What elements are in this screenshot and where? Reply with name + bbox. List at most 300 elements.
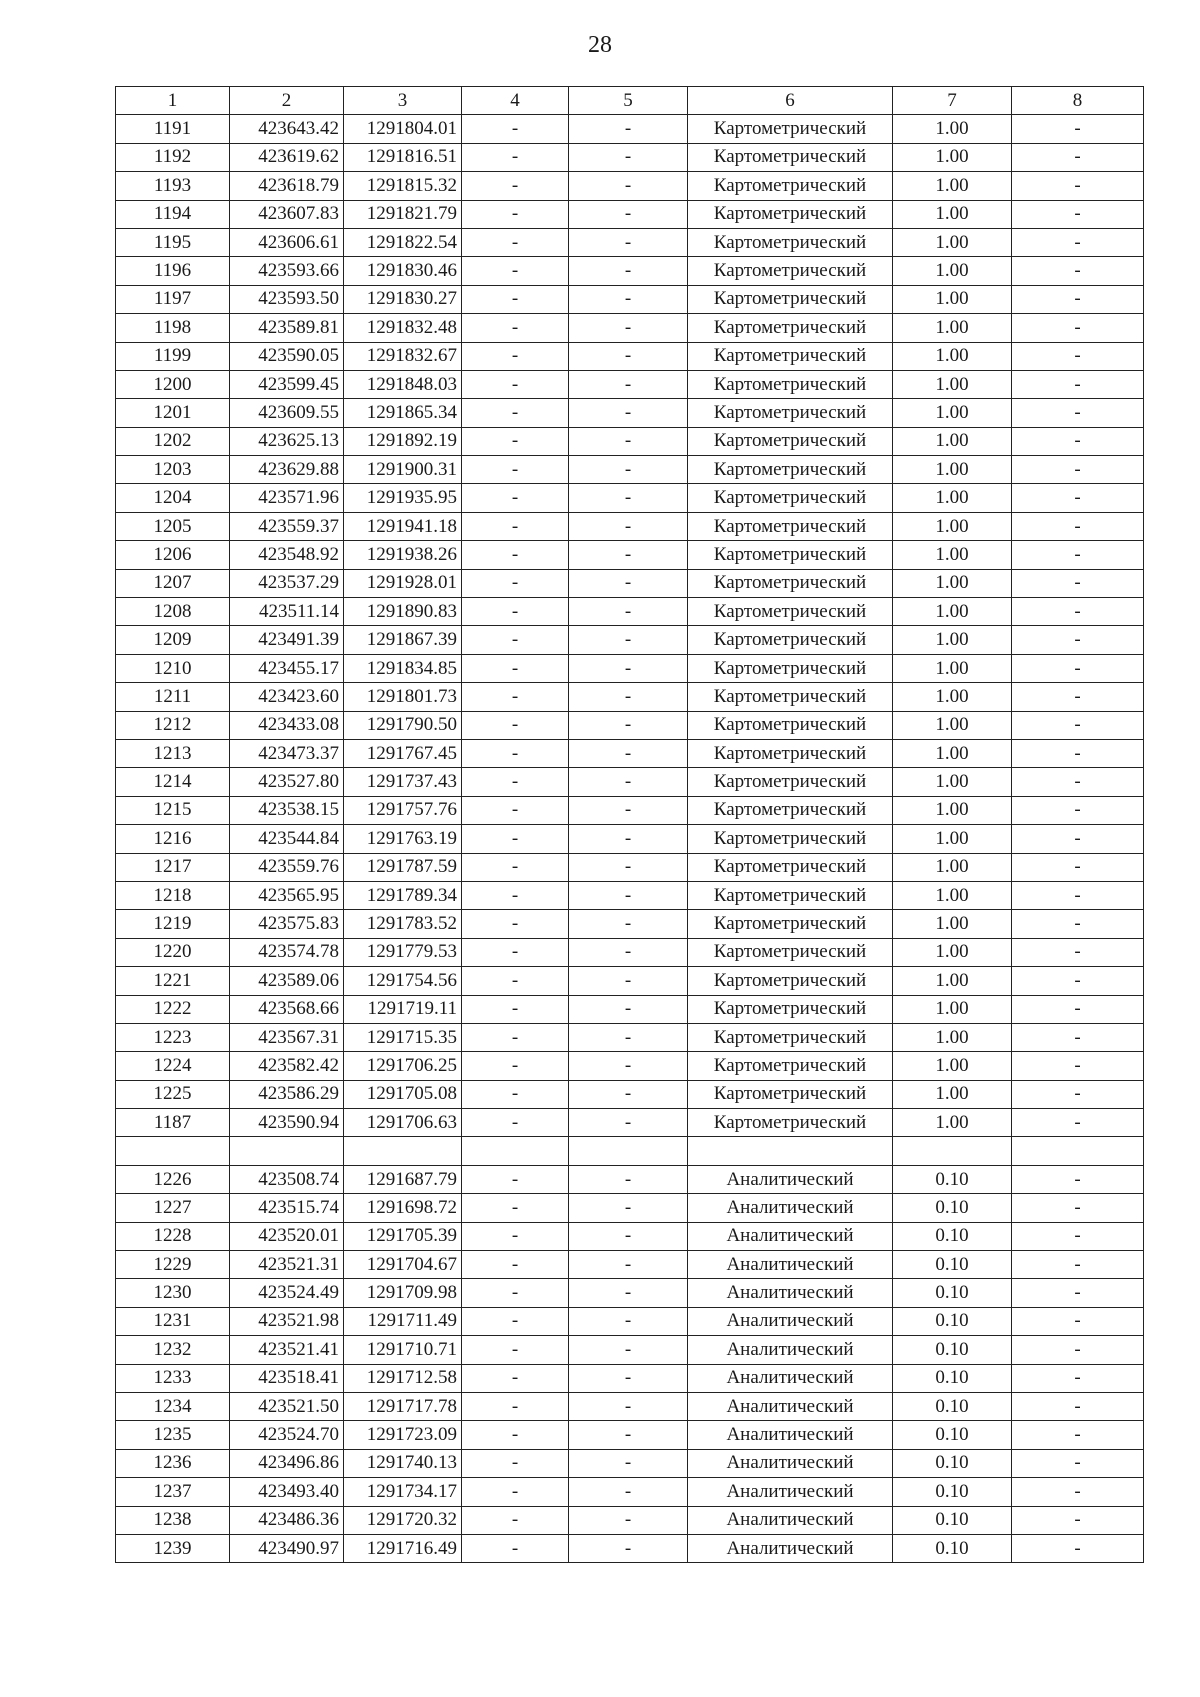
table-cell	[893, 1137, 1012, 1165]
table-row	[116, 796, 1144, 824]
table-cell: 423515.74	[230, 1194, 344, 1222]
table-cell: -	[1012, 1421, 1144, 1449]
table-cell: -	[569, 683, 688, 711]
table-cell: 1.00	[893, 853, 1012, 881]
table-row	[116, 739, 1144, 767]
table-cell: 1291804.01	[344, 115, 462, 143]
table-cell: 1222	[116, 995, 230, 1023]
table-cell: 423589.81	[230, 314, 344, 342]
table-cell: 1291705.08	[344, 1080, 462, 1108]
table-cell: 423524.49	[230, 1279, 344, 1307]
table-cell: 1291832.67	[344, 342, 462, 370]
table-cell: Аналитический	[688, 1392, 893, 1420]
table-row	[116, 342, 1144, 370]
table-cell: 1291938.26	[344, 541, 462, 569]
table-cell: 1291783.52	[344, 910, 462, 938]
table-cell: -	[1012, 399, 1144, 427]
table-cell: Аналитический	[688, 1364, 893, 1392]
table-cell: Картометрический	[688, 796, 893, 824]
table-cell: 1234	[116, 1392, 230, 1420]
table-cell: 423593.66	[230, 257, 344, 285]
table-cell: -	[462, 1421, 569, 1449]
table-cell: -	[569, 1506, 688, 1534]
table-cell: 1291830.27	[344, 285, 462, 313]
table-cell: -	[1012, 512, 1144, 540]
table-cell: -	[569, 484, 688, 512]
table-cell: 1199	[116, 342, 230, 370]
table-row	[116, 569, 1144, 597]
table-row	[116, 541, 1144, 569]
table-cell: -	[569, 711, 688, 739]
table-cell: -	[569, 1478, 688, 1506]
table-cell: 1291712.58	[344, 1364, 462, 1392]
table-cell: -	[1012, 200, 1144, 228]
table-cell: 1231	[116, 1307, 230, 1335]
table-row	[116, 228, 1144, 256]
table-cell: -	[569, 342, 688, 370]
table-cell: 423586.29	[230, 1080, 344, 1108]
table-cell: 1291716.49	[344, 1534, 462, 1562]
table-cell: 1.00	[893, 285, 1012, 313]
table-cell: -	[1012, 1194, 1144, 1222]
table-cell: Картометрический	[688, 654, 893, 682]
table-cell: -	[569, 825, 688, 853]
table-cell: -	[462, 796, 569, 824]
table-cell: 1203	[116, 456, 230, 484]
table-row	[116, 995, 1144, 1023]
table-cell: -	[569, 200, 688, 228]
table-cell: -	[569, 626, 688, 654]
table-cell: 0.10	[893, 1194, 1012, 1222]
table-cell: 1228	[116, 1222, 230, 1250]
table-cell: 423607.83	[230, 200, 344, 228]
table-cell: 1291848.03	[344, 370, 462, 398]
table-cell: 423559.76	[230, 853, 344, 881]
table-cell: 1211	[116, 683, 230, 711]
table-cell: -	[462, 967, 569, 995]
table-cell: -	[462, 739, 569, 767]
table-cell: -	[462, 484, 569, 512]
table-cell: -	[1012, 115, 1144, 143]
table-cell: Картометрический	[688, 314, 893, 342]
table-cell: -	[1012, 1449, 1144, 1477]
table-cell: -	[1012, 456, 1144, 484]
table-row	[116, 1279, 1144, 1307]
table-cell: -	[569, 739, 688, 767]
table-cell	[230, 1137, 344, 1165]
table-cell: 423559.37	[230, 512, 344, 540]
table-row	[116, 711, 1144, 739]
table-cell: -	[569, 399, 688, 427]
table-cell: -	[1012, 257, 1144, 285]
table-cell: 1291830.46	[344, 257, 462, 285]
table-cell: 1291740.13	[344, 1449, 462, 1477]
table-cell: 423486.36	[230, 1506, 344, 1534]
table-row	[116, 257, 1144, 285]
table-cell: 1.00	[893, 172, 1012, 200]
table-cell: -	[569, 1023, 688, 1051]
table-cell: -	[569, 1109, 688, 1137]
table-cell: 1291928.01	[344, 569, 462, 597]
table-cell: -	[569, 427, 688, 455]
table-cell: 1198	[116, 314, 230, 342]
table-cell: 1237	[116, 1478, 230, 1506]
table-row	[116, 456, 1144, 484]
table-cell: -	[569, 228, 688, 256]
table-cell: 1291763.19	[344, 825, 462, 853]
table-cell: -	[569, 796, 688, 824]
table-cell: 1192	[116, 143, 230, 171]
table-cell: Картометрический	[688, 853, 893, 881]
table-cell: 1291767.45	[344, 739, 462, 767]
table-row	[116, 1307, 1144, 1335]
table-cell: -	[462, 881, 569, 909]
table-cell: -	[1012, 853, 1144, 881]
table-row	[116, 1392, 1144, 1420]
table-cell: 423548.92	[230, 541, 344, 569]
table-cell: -	[462, 1109, 569, 1137]
table-cell: 0.10	[893, 1478, 1012, 1506]
table-cell: -	[462, 910, 569, 938]
table-cell: -	[462, 427, 569, 455]
table-cell: -	[1012, 143, 1144, 171]
table-cell: -	[1012, 768, 1144, 796]
page-number: 28	[588, 32, 612, 58]
table-cell: -	[462, 1279, 569, 1307]
table-cell: 1208	[116, 598, 230, 626]
table-cell	[462, 1137, 569, 1165]
table-cell: -	[1012, 314, 1144, 342]
table-cell: 1291757.76	[344, 796, 462, 824]
table-cell: -	[569, 995, 688, 1023]
table-cell: 1223	[116, 1023, 230, 1051]
column-header: 6	[688, 87, 893, 115]
table-cell: -	[462, 115, 569, 143]
table-cell: 1291867.39	[344, 626, 462, 654]
table-cell: Картометрический	[688, 257, 893, 285]
table-cell: 423568.66	[230, 995, 344, 1023]
table-cell: -	[462, 825, 569, 853]
table-cell: 423521.41	[230, 1336, 344, 1364]
table-cell: -	[462, 853, 569, 881]
table-cell: -	[462, 1052, 569, 1080]
table-cell: 1238	[116, 1506, 230, 1534]
table-cell: -	[1012, 995, 1144, 1023]
table-cell	[569, 1137, 688, 1165]
table-cell: -	[462, 342, 569, 370]
table-cell: 423496.86	[230, 1449, 344, 1477]
column-header: 7	[893, 87, 1012, 115]
table-cell: 1.00	[893, 683, 1012, 711]
table-cell: 1291816.51	[344, 143, 462, 171]
table-row	[116, 1080, 1144, 1108]
table-cell: -	[569, 1421, 688, 1449]
table-cell: 0.10	[893, 1449, 1012, 1477]
table-cell: Картометрический	[688, 1052, 893, 1080]
table-cell: 1197	[116, 285, 230, 313]
table-cell: 1291890.83	[344, 598, 462, 626]
table-cell: 1207	[116, 569, 230, 597]
table-cell: 1291790.50	[344, 711, 462, 739]
table-cell: 423609.55	[230, 399, 344, 427]
table-cell: Картометрический	[688, 626, 893, 654]
table-cell: -	[569, 172, 688, 200]
table-cell: -	[1012, 739, 1144, 767]
table-cell: Картометрический	[688, 825, 893, 853]
table-row	[116, 967, 1144, 995]
table-cell: -	[569, 1251, 688, 1279]
table-cell: 0.10	[893, 1307, 1012, 1335]
table-cell: 1.00	[893, 456, 1012, 484]
table-cell: -	[462, 1222, 569, 1250]
table-cell: Аналитический	[688, 1194, 893, 1222]
table-cell: 423538.15	[230, 796, 344, 824]
table-cell: 1215	[116, 796, 230, 824]
table-cell: -	[462, 456, 569, 484]
table-cell: 0.10	[893, 1222, 1012, 1250]
column-header: 3	[344, 87, 462, 115]
table-row	[116, 285, 1144, 313]
table-cell: -	[1012, 1222, 1144, 1250]
table-cell: -	[462, 598, 569, 626]
table-cell: -	[462, 1449, 569, 1477]
table-cell: Картометрический	[688, 285, 893, 313]
table-cell: -	[569, 370, 688, 398]
table-cell: 1.00	[893, 938, 1012, 966]
table-cell: Картометрический	[688, 143, 893, 171]
table-cell: 423473.37	[230, 739, 344, 767]
table-cell: Картометрический	[688, 739, 893, 767]
table-cell: -	[569, 1279, 688, 1307]
table-cell: 1291935.95	[344, 484, 462, 512]
table-cell: 1291704.67	[344, 1251, 462, 1279]
table-cell: -	[569, 1052, 688, 1080]
table-cell: 1291779.53	[344, 938, 462, 966]
table-cell: -	[462, 399, 569, 427]
table-row	[116, 938, 1144, 966]
table-cell: 423521.50	[230, 1392, 344, 1420]
table-cell: -	[1012, 228, 1144, 256]
table-cell: 1.00	[893, 427, 1012, 455]
table-cell: -	[569, 143, 688, 171]
table-body	[116, 115, 1144, 1563]
column-header: 1	[116, 87, 230, 115]
table-cell: 1212	[116, 711, 230, 739]
table-cell: Картометрический	[688, 711, 893, 739]
table-cell: -	[569, 512, 688, 540]
table-cell	[116, 1137, 230, 1165]
table-cell: Картометрический	[688, 399, 893, 427]
table-row	[116, 399, 1144, 427]
table-cell: 1291754.56	[344, 967, 462, 995]
table-cell: 1.00	[893, 484, 1012, 512]
table-cell: 1.00	[893, 569, 1012, 597]
table-cell: 1193	[116, 172, 230, 200]
table-cell: -	[569, 938, 688, 966]
table-cell: 0.10	[893, 1279, 1012, 1307]
table-cell: 1.00	[893, 825, 1012, 853]
table-row	[116, 768, 1144, 796]
table-cell: 423619.62	[230, 143, 344, 171]
table-cell: Картометрический	[688, 967, 893, 995]
table-cell: 0.10	[893, 1251, 1012, 1279]
table-cell: 423643.42	[230, 115, 344, 143]
table-cell: Картометрический	[688, 115, 893, 143]
table-cell: Картометрический	[688, 768, 893, 796]
table-row	[116, 1336, 1144, 1364]
table-cell: -	[1012, 881, 1144, 909]
table-cell: 1221	[116, 967, 230, 995]
table-row	[116, 910, 1144, 938]
table-cell: 423511.14	[230, 598, 344, 626]
table-row	[116, 1506, 1144, 1534]
table-cell: 1.00	[893, 654, 1012, 682]
table-cell: 1235	[116, 1421, 230, 1449]
table-cell: -	[569, 910, 688, 938]
table-cell: 1291687.79	[344, 1165, 462, 1193]
table-cell: -	[569, 1194, 688, 1222]
table-cell: -	[569, 1336, 688, 1364]
table-cell: -	[462, 711, 569, 739]
table-row	[116, 1421, 1144, 1449]
table-cell: -	[569, 1392, 688, 1420]
table-cell: 1233	[116, 1364, 230, 1392]
table-cell: Картометрический	[688, 228, 893, 256]
table-cell: Картометрический	[688, 1023, 893, 1051]
table-cell: 1210	[116, 654, 230, 682]
table-cell: 423544.84	[230, 825, 344, 853]
table-cell: 1220	[116, 938, 230, 966]
table-cell: Картометрический	[688, 370, 893, 398]
table-cell: 1200	[116, 370, 230, 398]
table-cell: -	[1012, 1364, 1144, 1392]
table-cell: 1.00	[893, 512, 1012, 540]
table-cell: Аналитический	[688, 1279, 893, 1307]
table-cell: -	[1012, 796, 1144, 824]
table-cell: -	[1012, 1478, 1144, 1506]
table-cell: -	[462, 1364, 569, 1392]
column-header: 4	[462, 87, 569, 115]
table-cell: 423508.74	[230, 1165, 344, 1193]
table-cell: 1217	[116, 853, 230, 881]
table-cell: 1.00	[893, 257, 1012, 285]
table-cell: 1.00	[893, 342, 1012, 370]
table-cell: 1.00	[893, 228, 1012, 256]
table-cell: 1291821.79	[344, 200, 462, 228]
table-cell: 423521.31	[230, 1251, 344, 1279]
table-cell: Картометрический	[688, 938, 893, 966]
table-cell: Картометрический	[688, 598, 893, 626]
table-cell: 1219	[116, 910, 230, 938]
table-cell: 1232	[116, 1336, 230, 1364]
table-cell: -	[1012, 1052, 1144, 1080]
table-cell: 1291815.32	[344, 172, 462, 200]
table-cell: -	[462, 1023, 569, 1051]
table-cell: 0.10	[893, 1506, 1012, 1534]
table-cell: -	[462, 314, 569, 342]
table-cell: -	[569, 654, 688, 682]
table-cell: -	[569, 881, 688, 909]
table-cell: 0.10	[893, 1534, 1012, 1562]
table-cell: -	[569, 115, 688, 143]
table-cell: -	[462, 228, 569, 256]
table-cell: 1291789.34	[344, 881, 462, 909]
table-cell: -	[569, 569, 688, 597]
table-cell: Аналитический	[688, 1222, 893, 1250]
table-cell: -	[462, 569, 569, 597]
table-cell: 1.00	[893, 314, 1012, 342]
table-cell: -	[1012, 285, 1144, 313]
table-row	[116, 143, 1144, 171]
table-cell: -	[1012, 654, 1144, 682]
table-cell: 1191	[116, 115, 230, 143]
table-cell: 1291832.48	[344, 314, 462, 342]
table-cell: -	[569, 1222, 688, 1250]
table-cell: Картометрический	[688, 456, 893, 484]
table-cell: 1202	[116, 427, 230, 455]
table-cell: 1291710.71	[344, 1336, 462, 1364]
table-row	[116, 115, 1144, 143]
table-row	[116, 626, 1144, 654]
table-cell: -	[569, 768, 688, 796]
table-cell: -	[462, 1251, 569, 1279]
table-cell: 1.00	[893, 739, 1012, 767]
table-row	[116, 512, 1144, 540]
table-cell: Картометрический	[688, 995, 893, 1023]
table-cell: 1.00	[893, 115, 1012, 143]
table-row	[116, 1109, 1144, 1137]
table-cell: 1206	[116, 541, 230, 569]
table-row	[116, 370, 1144, 398]
table-cell: -	[1012, 1279, 1144, 1307]
table-cell: -	[462, 626, 569, 654]
table-cell: -	[1012, 938, 1144, 966]
table-cell: 1230	[116, 1279, 230, 1307]
table-cell: 0.10	[893, 1392, 1012, 1420]
table-cell: -	[462, 200, 569, 228]
table-cell: 423589.06	[230, 967, 344, 995]
table-row	[116, 1478, 1144, 1506]
table-cell: Картометрический	[688, 512, 893, 540]
table-cell: 1.00	[893, 200, 1012, 228]
table-cell: -	[1012, 626, 1144, 654]
table-cell: 1.00	[893, 626, 1012, 654]
table-cell: Картометрический	[688, 342, 893, 370]
table-cell: -	[462, 370, 569, 398]
table-cell: 1291787.59	[344, 853, 462, 881]
table-cell: 1291720.32	[344, 1506, 462, 1534]
table-cell	[1012, 1137, 1144, 1165]
table-cell: 423423.60	[230, 683, 344, 711]
table-cell: -	[1012, 569, 1144, 597]
table-cell: 1201	[116, 399, 230, 427]
table-cell: 1227	[116, 1194, 230, 1222]
table-cell: -	[569, 1165, 688, 1193]
table-cell: 1187	[116, 1109, 230, 1137]
table-cell: 1.00	[893, 910, 1012, 938]
table-cell: -	[1012, 910, 1144, 938]
table-cell: 1209	[116, 626, 230, 654]
table-cell: Аналитический	[688, 1506, 893, 1534]
table-cell: 423574.78	[230, 938, 344, 966]
table-cell: 1291715.35	[344, 1023, 462, 1051]
table-cell: 1214	[116, 768, 230, 796]
table-cell: 1.00	[893, 796, 1012, 824]
table-cell: 423593.50	[230, 285, 344, 313]
table-cell: -	[1012, 427, 1144, 455]
table-cell: 1194	[116, 200, 230, 228]
table-cell: -	[569, 1449, 688, 1477]
